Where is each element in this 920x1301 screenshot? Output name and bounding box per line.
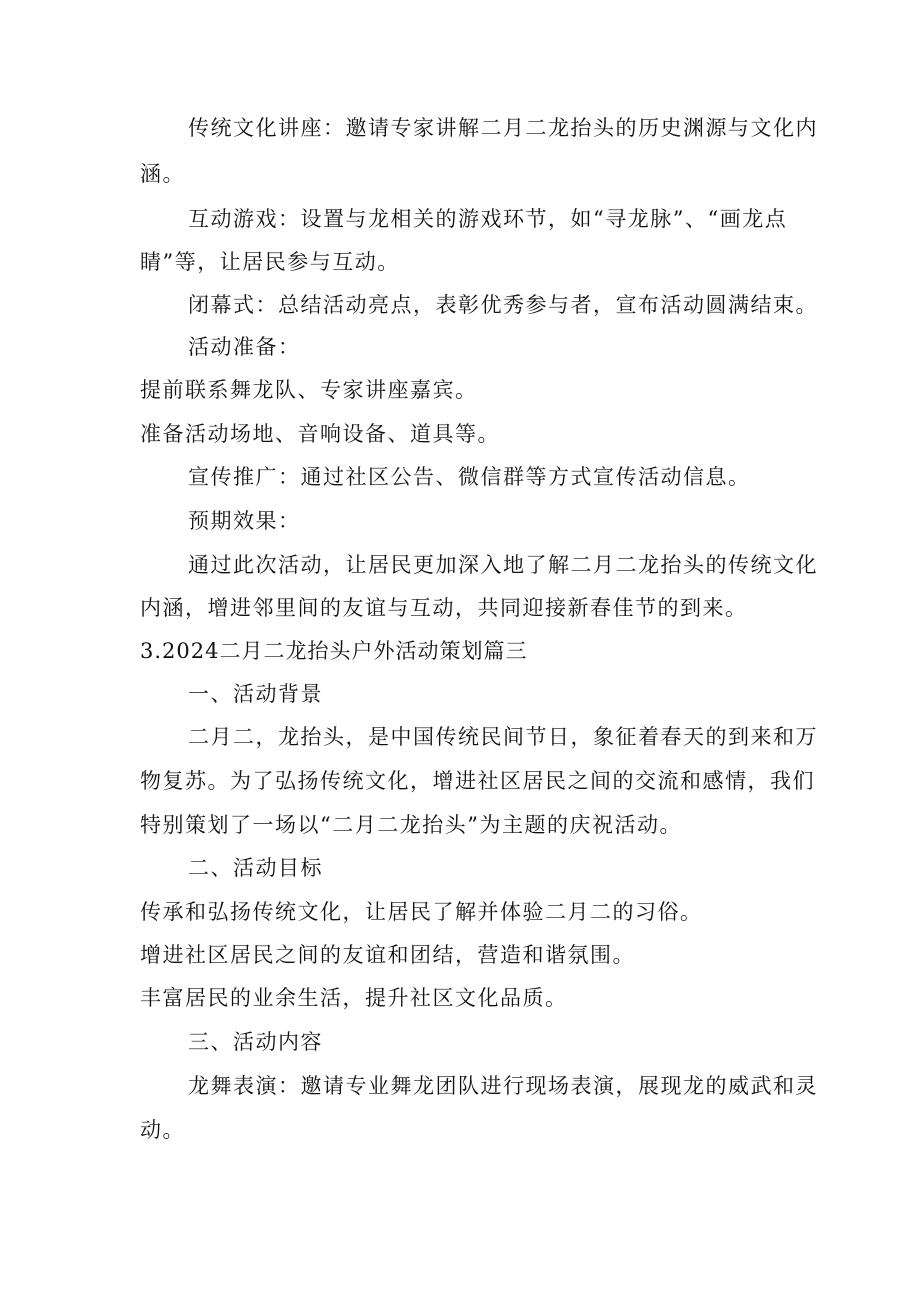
paragraph-dragon-dance: 龙舞表演：邀请专业舞龙团队进行现场表演，展现龙的威武和灵	[188, 1074, 818, 1098]
heading-background: 一、活动背景	[188, 682, 323, 706]
heading-preparation: 活动准备：	[188, 335, 301, 359]
paragraph-lecture: 传统文化讲座：邀请专家讲解二月二龙抬头的历史渊源与文化内	[188, 116, 818, 140]
list-item-goal-3: 丰富居民的业余生活，提升社区文化品质。	[140, 986, 568, 1010]
section-title: 3.2024二月二龙抬头户外活动策划篇三	[140, 639, 528, 663]
paragraph-dragon-dance-cont: 动。	[140, 1118, 185, 1142]
heading-content: 三、活动内容	[188, 1030, 323, 1054]
list-item-goal-1: 传承和弘扬传统文化，让居民了解并体验二月二的习俗。	[140, 900, 703, 924]
paragraph-background: 二月二，龙抬头，是中国传统民间节日，象征着春天的到来和万	[188, 725, 818, 749]
list-item-venue: 准备活动场地、音响设备、道具等。	[140, 422, 500, 446]
paragraph-effect-cont: 内涵，增进邻里间的友谊与互动，共同迎接新春佳节的到来。	[140, 596, 748, 620]
paragraph-background-cont: 物复苏。为了弘扬传统文化，增进社区居民之间的交流和感情，我们	[140, 769, 815, 793]
paragraph-closing: 闭幕式：总结活动亮点，表彰优秀参与者，宣布活动圆满结束。	[188, 293, 818, 317]
list-item-contact: 提前联系舞龙队、专家讲座嘉宾。	[140, 378, 478, 402]
paragraph-lecture-cont: 涵。	[140, 162, 185, 186]
heading-expected-effect: 预期效果：	[188, 509, 301, 533]
paragraph-games-cont: 睛”等，让居民参与互动。	[140, 250, 400, 274]
paragraph-background-end: 特别策划了一场以“二月二龙抬头”为主题的庆祝活动。	[140, 813, 682, 837]
paragraph-games: 互动游戏：设置与龙相关的游戏环节，如“寻龙脉”、“画龙点	[188, 207, 788, 231]
paragraph-effect: 通过此次活动，让居民更加深入地了解二月二龙抬头的传统文化	[188, 553, 818, 577]
heading-goals: 二、活动目标	[188, 856, 323, 880]
paragraph-promotion: 宣传推广：通过社区公告、微信群等方式宣传活动信息。	[188, 465, 751, 489]
list-item-goal-2: 增进社区居民之间的友谊和团结，营造和谐氛围。	[140, 943, 635, 967]
